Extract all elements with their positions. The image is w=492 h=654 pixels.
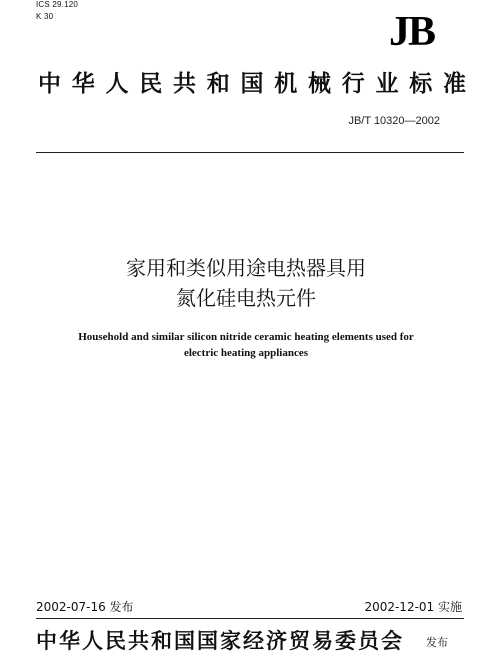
english-title-line-1: Household and similar silicon nitride ceramic heating elements used for [78,331,414,343]
org-title-char: 准 [443,71,466,97]
org-title-char: 中 [38,71,61,97]
english-title-line-2: electric heating appliances [183,347,309,359]
org-title-char: 行 [341,71,365,97]
org-title-char: 共 [173,71,196,97]
ics-code: ICS 29.120 [36,0,79,9]
org-title-char: 业 [375,71,399,97]
standard-number: JB/T 10320—2002 [348,115,440,127]
classification-code: K 30 [36,12,54,21]
publisher-action: 发布 [426,636,448,649]
header-divider [36,152,464,153]
footer-divider [36,618,464,619]
jb-logo: JB [388,9,434,55]
org-title [38,70,466,98]
chinese-title-line-2: 氮化硅电热元件 [176,286,316,310]
org-title-char: 机 [274,71,298,97]
chinese-title-line-1: 家用和类似用途电热器具用 [126,256,366,280]
implementation-date: 2002-12-01 实施 [364,600,462,614]
publisher-name: 中华人民共和国国家经济贸易委员会 [36,629,404,653]
org-title-char: 民 [139,71,163,97]
org-title-char: 人 [105,71,129,97]
org-title-char: 国 [240,71,264,97]
org-title-char: 械 [308,71,331,97]
org-title-char: 华 [71,71,95,97]
org-title-char: 标 [409,71,433,97]
issue-date: 2002-07-16 发布 [36,600,134,614]
org-title-char: 和 [206,71,230,97]
